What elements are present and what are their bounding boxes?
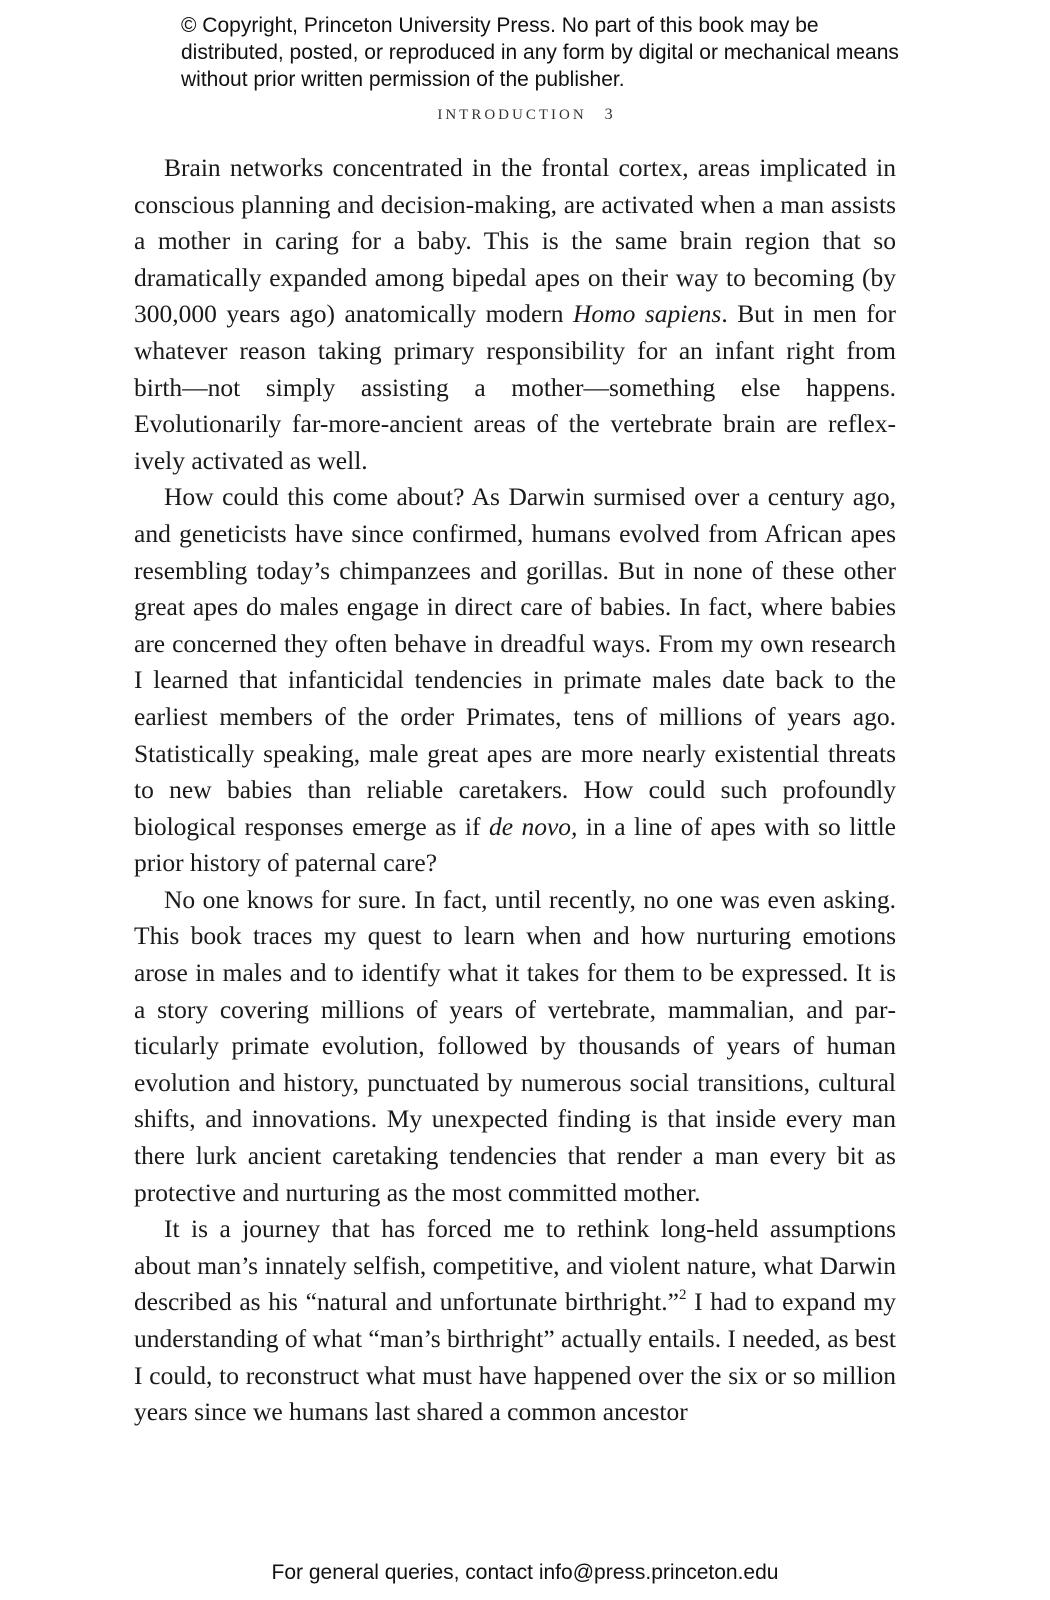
paragraph-4-text-a: It is a journey that has forced me to rethink long-held assumptions about man’s innately selfish, competitive, and violent nature, what Darwin described as his “natural and unfortunate birthright.” xyxy=(134,1214,896,1317)
paragraph-1 xyxy=(134,150,896,479)
italic-term-de-novo: de novo, xyxy=(488,811,578,841)
running-head-title: INTRODUCTION xyxy=(437,107,587,123)
footnote-marker[interactable]: 2 xyxy=(678,1287,687,1304)
paragraph-1-text-b: . But in men for whatever reason taking primary responsibility for an infant right from birth—not simply assisting a mother—something else happens. Evolutionarily far-more-ancient areas of the vertebrate brain are reflexively activated as well. xyxy=(134,299,896,475)
paragraph-1-text-a: Brain networks concentrated in the frontal cortex, areas implicated in conscious planning and decision-making, are activated when a man assists a mother in caring for a baby. This is the same brain region that so dramatically expanded among bipedal apes on their way to becoming (by 300,000 years ago) anatomically modern xyxy=(134,153,896,329)
running-head xyxy=(0,106,1050,124)
paragraph-2-text-a: How could this come about? As Darwin surmised over a century ago, and geneticists have since confirmed, humans evolved from African apes resembling today’s chimpanzees and gorillas. But in none of these other great apes do males engage in direct care of babies. In fact, where babies are concerned they often behave in dreadful ways. From my own research I learned that infanticidal tendencies in primate males date back to the earliest members of the order Primates, tens of millions of years ago. Statistically speaking, male great apes are more nearly existential threats to new babies than reliable caretakers. How could such profoundly biological responses emerge as if xyxy=(134,482,896,841)
paragraph-2-text-b: in a line of apes with so little prior history of paternal care? xyxy=(134,811,896,878)
paragraph-4 xyxy=(134,1211,896,1431)
footer-contact: For general queries, contact info@press.princeton.edu xyxy=(271,1561,779,1584)
paragraph-4-text-b: I had to expand my understanding of what “man’s birthright” actually entails. I needed, as best I could, to reconstruct what must have happened over the six or so million years since we humans last shared a common ancestor xyxy=(134,1287,896,1427)
body-text xyxy=(134,150,896,1431)
paragraph-3: No one knows for sure. In fact, until recently, no one was even asking. This book traces my quest to learn when and how nurturing emotions arose in males and to identify what it takes for them to be expressed. It is a story covering millions of years of vertebrate, mammalian, and particularly primate evolution, followed by thousands of years of human evolution and history, punctuated by numerous social transitions, cultural shifts, and innovations. My unexpected finding is that inside every man there lurk ancient caretaking tendencies that render a man every bit as protective and nurturing as the most committed mother. xyxy=(134,884,896,1207)
copyright-notice: © Copyright, Princeton University Press. No part of this book may be distributed, posted, or reproduced in any form by digital or mechanical means without prior written permission of the publisher. xyxy=(181,14,899,91)
italic-term-homo-sapiens: Homo sapiens xyxy=(573,299,722,329)
page-number: 3 xyxy=(604,106,613,123)
paragraph-2 xyxy=(134,479,896,882)
